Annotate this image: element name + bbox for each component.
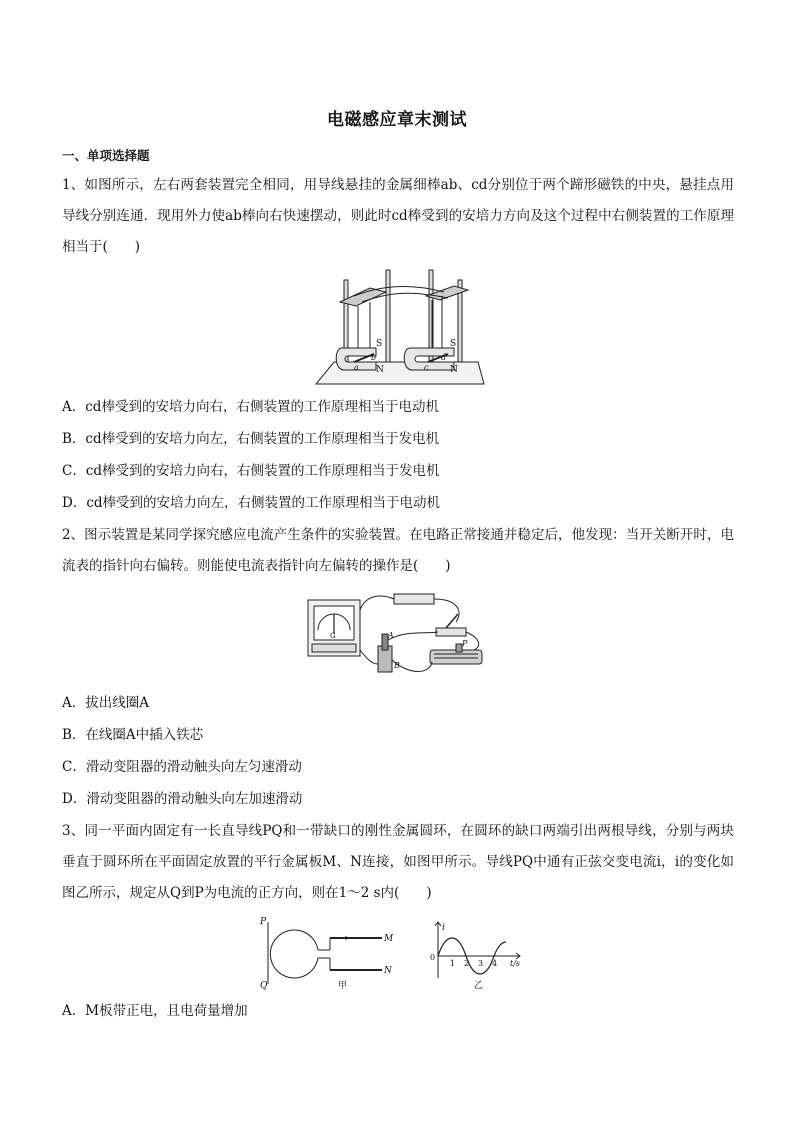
section-heading: 一、单项选择题 bbox=[62, 148, 150, 163]
fig3-label-n: N bbox=[384, 966, 392, 976]
fig3-label-m: M bbox=[384, 934, 394, 944]
fig3-caption-jia: 甲 bbox=[338, 981, 348, 991]
question-1-figure bbox=[314, 266, 490, 388]
question-2-figure bbox=[306, 590, 488, 682]
question-2-option-a: A．拔出线圈A bbox=[62, 695, 149, 711]
fig2-label-b: B bbox=[394, 661, 400, 670]
fig2-label-p: P bbox=[462, 639, 468, 648]
fig3-tick-4: 4 bbox=[492, 959, 498, 968]
question-2-option-c: C．滑动变阻器的滑动触头向左匀速滑动 bbox=[62, 759, 302, 775]
question-1-stem: 1、如图所示，左右两套装置完全相同，用导线悬挂的金属细棒ab、cd分别位于两个蹄形磁铁的中央，悬挂点用导线分别连通．现用外力使ab棒向右快速摆动，则此时cd棒受到的安培力方向及这个过程中右侧装置的工作原理相当于( ) bbox=[62, 177, 734, 255]
fig3-label-p: P bbox=[260, 917, 267, 927]
question-2-option-d: D．滑动变阻器的滑动触头向左加速滑动 bbox=[62, 791, 303, 807]
fig1-label-s1: S bbox=[376, 339, 383, 349]
question-2-stem: 2、图示装置是某同学探究感应电流产生条件的实验装置。在电路正常接通并稳定后，他发现：当开关断开时，电流表的指针向右偏转。则能使电流表指针向左偏转的操作是( ) bbox=[62, 527, 734, 574]
fig3-tick-3: 3 bbox=[478, 959, 484, 968]
fig3-label-i: i bbox=[442, 923, 445, 933]
fig3-tick-1: 1 bbox=[450, 959, 456, 968]
question-1-option-a: A．cd棒受到的安培力向右，右侧装置的工作原理相当于电动机 bbox=[62, 399, 439, 415]
fig2-label-a: A bbox=[388, 631, 394, 640]
question-3-stem: 3、同一平面内固定有一长直导线PQ和一带缺口的刚性金属圆环，在圆环的缺口两端引出两根导线，分别与两块垂直于圆环所在平面固定放置的平行金属板M、N连接，如图甲所示。导线PQ中通有正弦交变电流i，i的变化如图乙所示，规定从Q到P为电流的正方向，则在1～2 s内( ) bbox=[62, 823, 734, 901]
question-3-figure-yi bbox=[424, 918, 542, 992]
question-1-option-d: D．cd棒受到的安培力向左，右侧装置的工作原理相当于电动机 bbox=[62, 495, 441, 511]
fig1-label-d: d bbox=[441, 353, 447, 362]
fig3-label-q: Q bbox=[260, 981, 268, 991]
fig3-tick-2: 2 bbox=[464, 959, 470, 968]
fig3-label-origin: 0 bbox=[430, 953, 436, 962]
fig1-label-c: c bbox=[424, 363, 429, 372]
fig1-label-a: a bbox=[354, 363, 359, 372]
fig3-caption-yi: 乙 bbox=[474, 981, 484, 991]
question-2-option-b: B．在线圈A中插入铁芯 bbox=[62, 727, 204, 743]
question-1-option-b: B．cd棒受到的安培力向左，右侧装置的工作原理相当于发电机 bbox=[62, 431, 440, 447]
fig2-label-g: G bbox=[330, 632, 336, 640]
question-3-option-a: A．M板带正电，且电荷量增加 bbox=[62, 1003, 248, 1019]
fig1-label-s2: S bbox=[450, 339, 457, 349]
fig1-label-b: b bbox=[371, 353, 377, 362]
fig1-label-n2: N bbox=[450, 365, 458, 375]
page-title: 电磁感应章末测试 bbox=[327, 110, 467, 130]
question-1-option-c: C．cd棒受到的安培力向右，右侧装置的工作原理相当于发电机 bbox=[62, 463, 440, 479]
fig3-axis-t: t/s bbox=[510, 959, 521, 968]
fig1-label-n1: N bbox=[376, 365, 384, 375]
question-3-figure-jia bbox=[256, 914, 396, 992]
